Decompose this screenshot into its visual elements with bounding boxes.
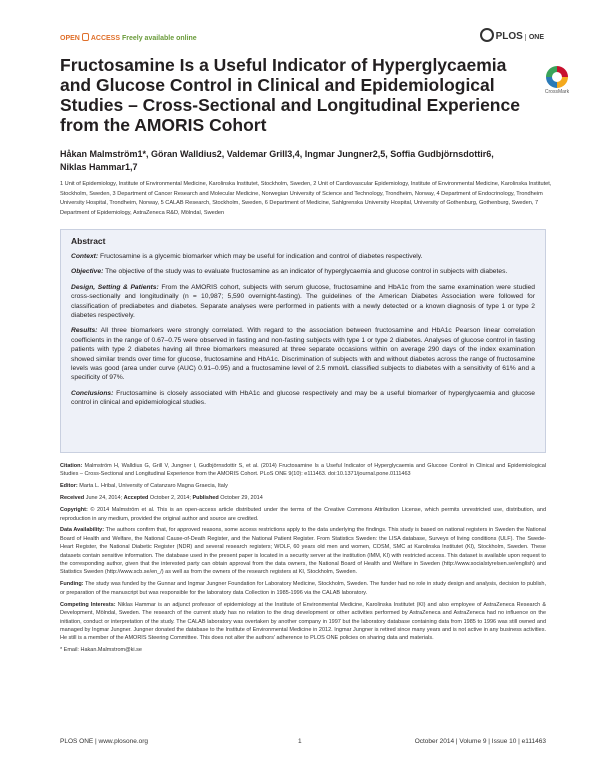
competing-interests-label: Competing Interests: — [60, 601, 116, 608]
context-label: Context: — [71, 253, 99, 260]
funding — [60, 580, 546, 597]
funding-text: The study was funded by the Gunnar and Ingmar Jungner Foundation for Laboratory Medicine, Stockholm, Sweden. The funder had no role in study design and analysis, decision to publish, or preparation of the manuscript but was responsible for the laboratory data Collection in 1985-1996 via the CALAB laboratory. — [60, 581, 547, 596]
dates — [60, 494, 546, 502]
copyright-label: Copyright: — [60, 507, 88, 514]
citation-label: Citation: — [60, 463, 83, 469]
plos-one-logo[interactable] — [480, 28, 544, 42]
published-label: Published — [192, 495, 219, 502]
editor-label: Editor: — [60, 483, 78, 490]
citation-text: Malmström H, Walldius G, Grill V, Jungner I, Gudbjörnsdottir S, et al. (2014) Fructosamine Is a Useful Indicator of Hyperglycaemia and Glucose Control in Clinical and Epidemiological Studies – Cross-Sectional and Longitudinal Experience from the AMORIS Cohort. PLoS ONE 9(10): e111463. doi:10.1371/journal.pone.0111463 — [60, 463, 547, 478]
author-list — [60, 148, 550, 174]
correspondence-email[interactable]: * Email: Hakan.Malmstrom@ki.se — [60, 647, 142, 654]
accepted-date: October 2, 2014; — [149, 495, 191, 502]
data-availability — [60, 526, 546, 576]
footer-issue: October 2014 | Volume 9 | Issue 10 | e111463 — [414, 738, 546, 745]
abstract-objective — [71, 267, 535, 276]
plos-logo-icon — [480, 28, 494, 42]
context-text: Fructosamine is a glycemic biomarker which may be useful for indication and control of diabetes respectively. — [99, 253, 423, 260]
abstract-heading: Abstract — [71, 236, 106, 246]
data-availability-text: The authors confirm that, for approved reasons, some access restrictions apply to the data underlying the findings. This study is based on national registers in Sweden the National Board of Health and Welfare, the National Cause-of-Death Register, and the National Patient Register. From Statistics Sweden: the LISA database, Surveys of living conditions (ULF). The Swede-Heart Register, the National Diabetic Register (NDR) and several research registers; WOLF, 60 years old men and women, COSM, SMC at Karolinska Institutet (KI), Stockholm, Sweden. These datasets contain sensitive information. The database used in the present paper is located in a security server at the institution (IMM, KI) with restricted access. This dataset is available upon request to the corresponding author, given that the interested party can obtain approval from the data owners, the National Board of Health and Welfare in Sweden (http://www.socialstyrelsen.se/english) and Statistics Sweden (http://www.scb.se/en_/) as well as from the owners of the research registers at KI, Stockholm, Sweden. — [60, 527, 546, 576]
abstract-context — [71, 252, 535, 261]
received-label: Received — [60, 495, 85, 502]
article-metadata — [60, 462, 546, 658]
conclusions-label: Conclusions: — [71, 389, 114, 397]
article-title: Fructosamine Is a Useful Indicator of Hyperglycaemia and Glucose Control in Clinical and Epidemiological Studies – Cross-Sectional and Longitudinal Experience from the AMORIS Cohort — [60, 55, 520, 135]
authors-line-1: Håkan Malmström1*, Göran Walldius2, Valdemar Grill3,4, Ingmar Jungner2,5, Soffia Gudbjörnsdottir6, — [60, 149, 494, 159]
objective-label: Objective: — [71, 268, 104, 276]
design-text: From the AMORIS cohort, subjects with serum glucose, fructosamine and HbA1c from the same examination were studied cross-sectionally and longitudinally (n = 10,987; 5,590 overnight-fasting). The guidelines of the American Diabetes Association were followed for classification of prediabetes and diabetes. Separate analyses were performed in patients with a newly detected or a known diagnosis of type 1 or type 2 diabetes respectively. — [71, 283, 535, 320]
received-date: June 24, 2014; — [85, 495, 123, 502]
freely-available-label: Freely available online — [121, 35, 197, 42]
abstract-results — [71, 326, 535, 382]
affiliations: 1 Unit of Epidemiology, Institute of Environmental Medicine, Karolinska Institutet, Stockholm, Sweden, 2 Unit of Cardiovascular Epidemiology, Institute of Environmental Medicine, Karolinska Institutet, Stockholm, Sweden, 3 Department of Cancer Research and Molecular Medicine, Norwegian University of Science and Technology, Trondheim, Norway, 4 Department of Endocrinology, Trondheim University Hospital, Trondheim, Norway, 5 CALAB Research, Stockholm, Sweden, 6 Department of Medicine, Sahlgrenska University Hospital, University of Gothenburg, Gothenburg, Sweden, 7 Department of Epidemiology, AstraZeneca R&D, Mölndal, Sweden — [60, 181, 552, 216]
open-label: OPEN — [60, 35, 80, 42]
abstract-conclusions — [71, 389, 535, 408]
editor — [60, 482, 546, 490]
citation — [60, 462, 546, 479]
funding-label: Funding: — [60, 581, 84, 588]
design-label: Design, Setting & Patients: — [71, 283, 159, 291]
objective-text: The objective of the study was to evaluate fructosamine as an indicator of hyperglycaemia and glucose control in subjects with diabetes. — [105, 268, 508, 276]
competing-interests-text: Niklas Hammar is an adjunct professor of epidemiology at the Institute of Environmental Medicine, Karolinska Institutet (KI) and also employee of AstraZeneca Research & Development, Mölndal, Sweden. The research of the current study has no relation to the drug development or other activities performed by AstraZeneca and AstraZeneca had no influence on the initiation, conduct or interpretation of the study. The CALAB laboratory was overtaken by another company in 1997 but the laboratory database containing data from 1985 to 1996 was still owned and managed by Ingmar Jungner. Jungner donated the database to the Institute of Environmental Medicine in 2012. Ingmar Jungner is retired since many years and is not active in any business activities. He still is a member of the AMORIS Steering Committee. This does not alter the authors' adherence to PLOS ONE policies on sharing data and materials. — [60, 601, 547, 642]
results-text: All three biomarkers were strongly correlated. With regard to the association between fructosamine and HbA1c Pearson linear correlation coefficients in the range of 0.67–0.75 were observed in fasting and non-fasting subjects with type 1 or type 2 diabetes. Analyses of glucose control in fasting patients with type 2 diabetes having all three biomarkers measured at three separate occasions within on average 290 days of the index examination showed similar trends over time for glucose, fructosamine and HbA1c. Discrimination of subjects with and without diabetes across the range of fructosamine levels was good (area under curve (AUC) 0.91–0.95) and a fructosamine level of 2.5 mmol/L classified subjects to diabetes with a sensitivity of 61% and a specificity of 97%. — [71, 327, 535, 382]
one-text: ONE — [525, 34, 544, 41]
published-date: October 29, 2014 — [220, 495, 263, 502]
access-label: ACCESS — [90, 35, 121, 42]
abstract-design — [71, 283, 535, 321]
footer-page-number: 1 — [298, 738, 302, 745]
editor-text: Marta L. Hribal, University of Catanzaro Magna Graecia, Italy — [79, 483, 228, 490]
copyright-text: © 2014 Malmström et al. This is an open-access article distributed under the terms of the Creative Commons Attribution License, which permits unrestricted use, distribution, and reproduction in any medium, provided the original author and source are credited. — [60, 507, 546, 522]
copyright — [60, 506, 546, 523]
data-availability-label: Data Availability: — [60, 527, 105, 534]
crossmark-label: CrossMark — [544, 89, 570, 95]
open-access-banner — [60, 33, 197, 42]
results-label: Results: — [71, 327, 98, 335]
crossmark-icon — [546, 66, 568, 88]
crossmark-badge[interactable] — [542, 66, 572, 95]
accepted-label: Accepted — [123, 495, 149, 502]
footer-journal[interactable]: PLOS ONE | www.plosone.org — [60, 738, 149, 745]
abstract-box — [60, 229, 546, 453]
authors-line-2: Niklas Hammar1,7 — [60, 162, 138, 172]
plos-text: PLOS — [495, 31, 523, 42]
competing-interests — [60, 601, 546, 643]
open-lock-icon — [82, 33, 89, 41]
conclusions-text: Fructosamine is closely associated with HbA1c and glucose respectively and may be a useful biomarker of hyperglycaemia and glucose control in clinical and epidemiological studies. — [71, 389, 536, 407]
